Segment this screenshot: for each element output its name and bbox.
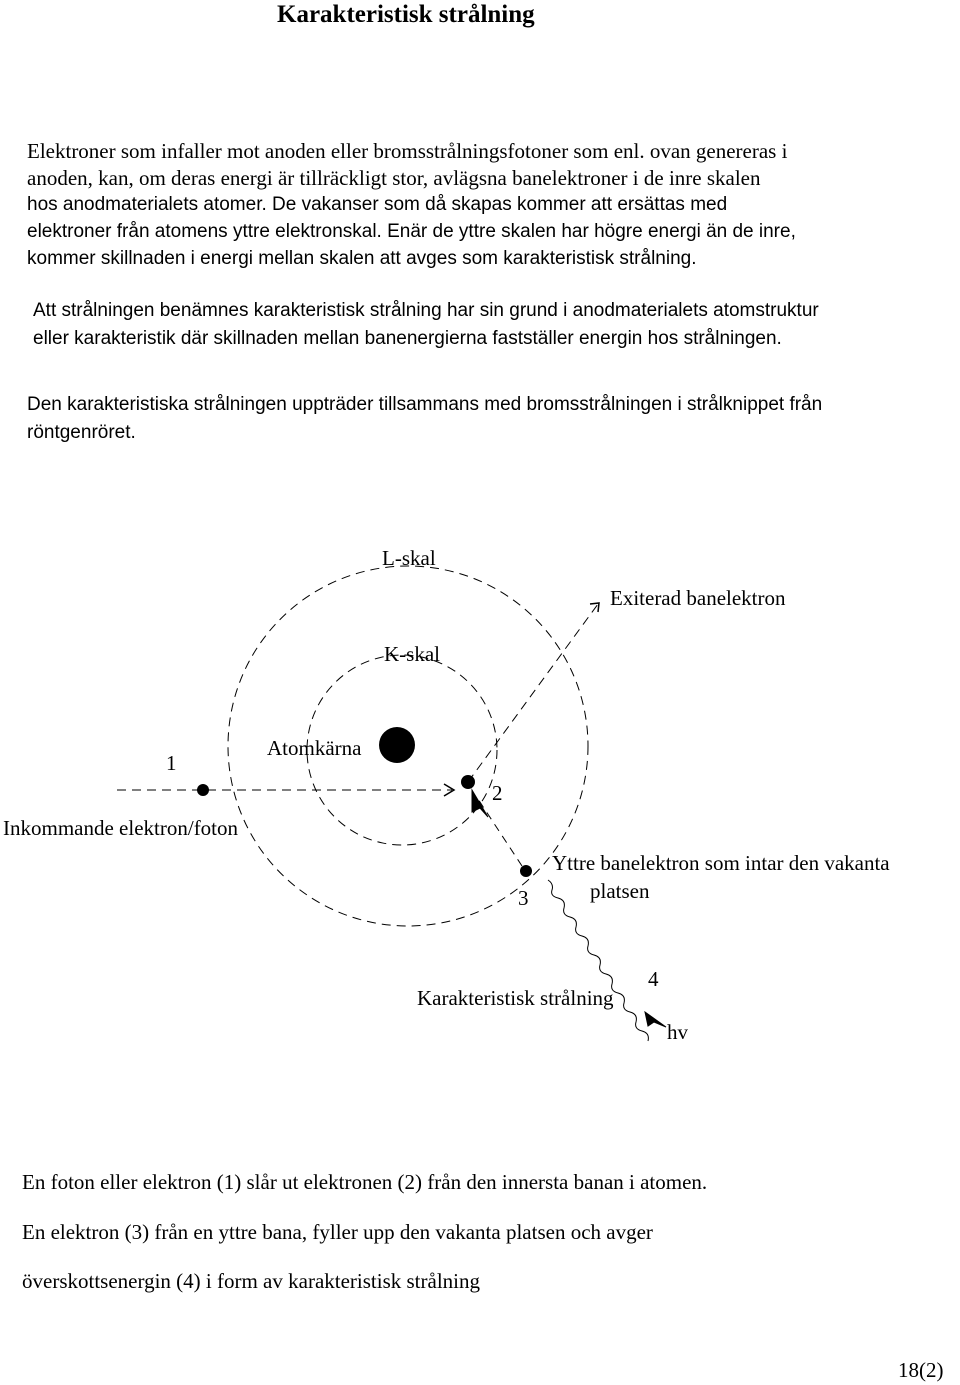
ejected-path (468, 604, 598, 782)
transition-arrowhead (472, 790, 488, 817)
paragraph-1-line-5: kommer skillnaden i energi mellan skalen att avges som karakteristisk strålning. (27, 248, 697, 269)
transition-path (476, 796, 522, 866)
page-title: Karakteristisk strålning (277, 1, 535, 28)
nucleus (379, 727, 415, 763)
marker-4-label: 4 (648, 967, 659, 991)
page-number: 18(2) (898, 1358, 944, 1382)
paragraph-1-line-1: Elektroner som infaller mot anoden eller bromsstrålningsfotoner som enl. ovan genereras i (27, 139, 788, 163)
radiation-wave (548, 880, 648, 1041)
incoming-label: Inkommande elektron/foton (3, 816, 239, 840)
hv-label: hv (667, 1020, 688, 1044)
paragraph-1-line-2: anoden, kan, om deras energi är tillräckligt stor, avlägsna banelektroner i de inre skalen (27, 166, 761, 190)
nucleus-label: Atomkärna (267, 736, 362, 760)
marker-3-label: 3 (518, 886, 529, 910)
paragraph-1-line-4: elektroner från atomens yttre elektronskal. Enär de yttre skalen har högre energi än de inre, (27, 221, 796, 242)
caption-line-2: En elektron (3) från en yttre bana, fyller upp den vakanta platsen och avger (22, 1220, 653, 1244)
excited-electron-label: Exiterad banelektron (610, 586, 786, 610)
paragraph-1-line-3: hos anodmaterialets atomer. De vakanser som då skapas kommer att ersättas med (27, 194, 728, 215)
characteristic-radiation-label: Karakteristisk strålning (417, 986, 614, 1010)
marker-2-label: 2 (492, 781, 503, 805)
k-shell-label: K-skal (384, 642, 440, 666)
outer-electron-label-line-2: platsen (590, 879, 650, 903)
paragraph-2-line-1: Att strålningen benämnes karakteristisk strålning har sin grund i anodmaterialets atomstruktur (33, 300, 819, 321)
caption-line-3: överskottsenergin (4) i form av karakteristisk strålning (22, 1269, 481, 1293)
l-shell-label: L-skal (382, 546, 436, 570)
electron-3 (520, 865, 532, 877)
outer-electron-label-line-1: Yttre banelektron som intar den vakanta (552, 851, 890, 875)
ejected-arrowhead (590, 603, 599, 612)
caption-line-1: En foton eller elektron (1) slår ut elektronen (2) från den innersta banan i atomen. (22, 1170, 708, 1194)
radiation-arrowhead (645, 1012, 666, 1027)
paragraph-2-line-2: eller karakteristik där skillnaden mellan banenergierna fastställer energin hos strålningen. (33, 328, 782, 349)
paragraph-3-line-1: Den karakteristiska strålningen uppträder tillsammans med bromsstrålningen i strålknippet från (27, 394, 823, 415)
electron-1 (197, 784, 209, 796)
marker-1-label: 1 (166, 751, 177, 775)
paragraph-3-line-2: röntgenröret. (27, 422, 136, 443)
